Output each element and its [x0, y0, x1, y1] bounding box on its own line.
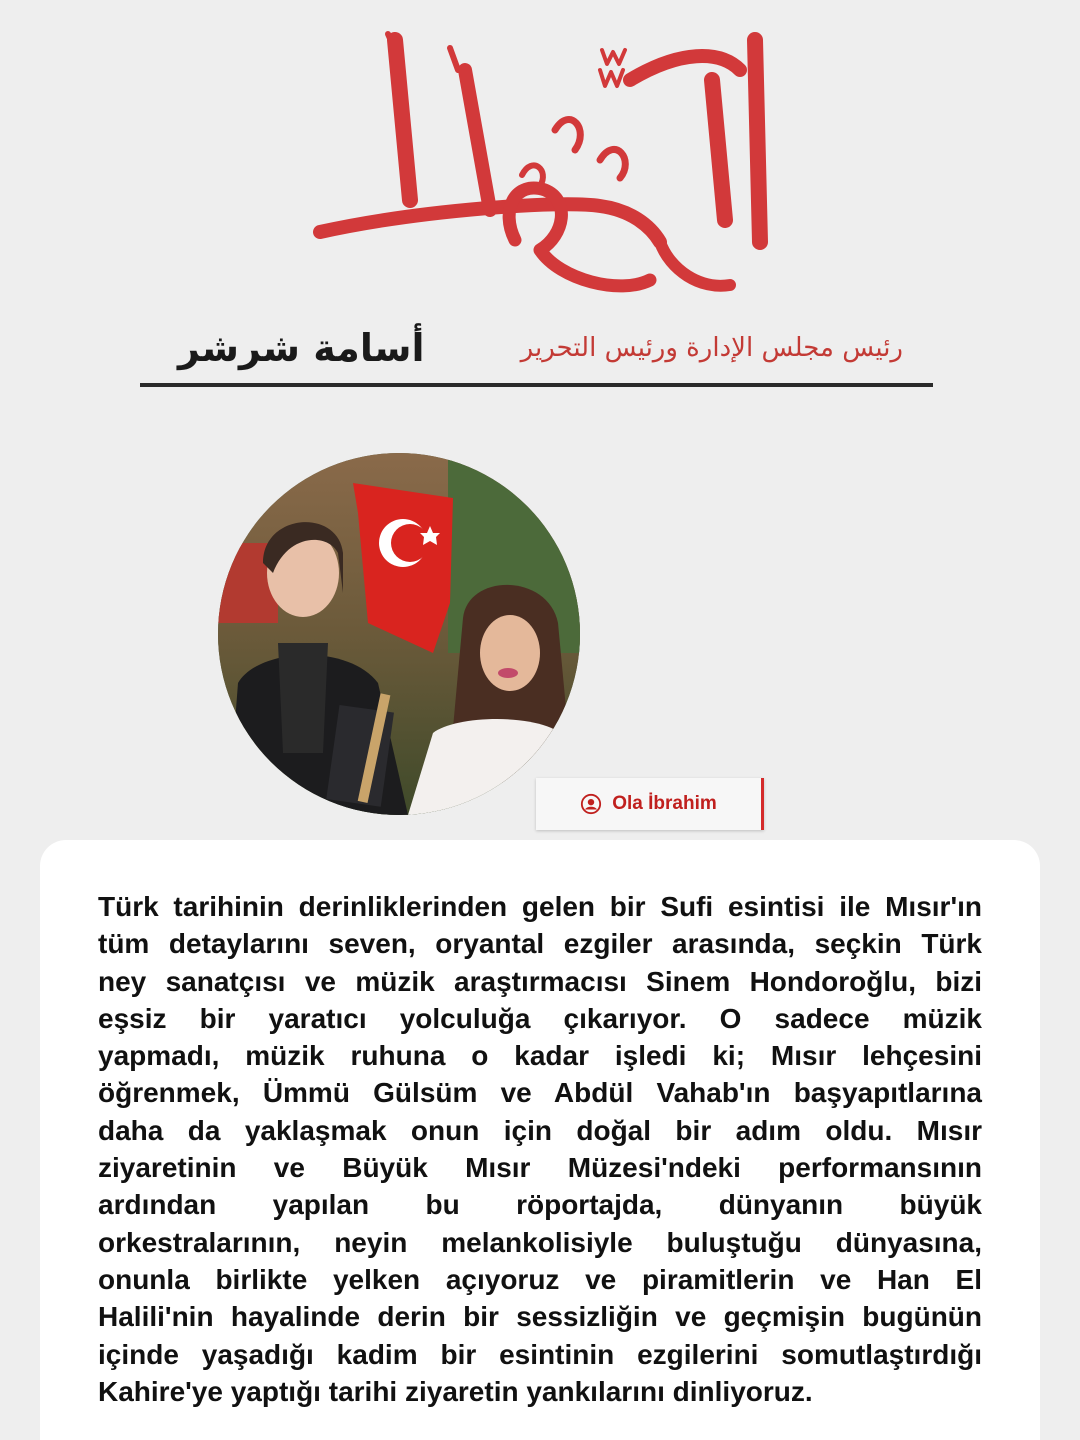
article-line: öğrenmek, Ümmü Gülsüm ve Abdül Vahab'ın başyapıtlarına [98, 1077, 982, 1109]
editor-line [140, 322, 933, 374]
newspaper-logo[interactable] [300, 10, 780, 310]
article-line: daha da yaklaşmak onun için doğal bir adım oldu. Mısır [98, 1114, 982, 1146]
article-line: onunla birlikte yelken açıyoruz ve piramitlerin ve Han El [98, 1263, 982, 1295]
editor-role: رئيس مجلس الإدارة ورئيس التحرير [520, 333, 903, 363]
article-line: Türk tarihinin derinliklerinden gelen bir Sufi esintisi ile Mısır'ın [98, 891, 982, 922]
user-circle-icon [580, 793, 602, 815]
article-line: Kahire'ye yaptığı tarihi ziyaretin yankılarını dinliyoruz. [98, 1375, 813, 1407]
article-line: içinde yaşadığı kadim bir esintinin ezgilerini somutlaştırdığı [98, 1338, 982, 1370]
article-line: eşsiz bir yaratıcı yolculuğa çıkarıyor. O sadece müzik [98, 1002, 982, 1034]
author-name: Ola İbrahim [612, 793, 717, 814]
masthead-divider [140, 383, 933, 387]
logo-calligraphy [300, 10, 780, 310]
editor-name: أسامة شرشر [178, 326, 425, 370]
portrait-photo-illustration [218, 453, 580, 815]
article-photo [218, 453, 580, 815]
article-line: yapmadı, müzik ruhuna o kadar işledi ki; Mısır lehçesini [98, 1040, 982, 1072]
article-body [98, 888, 982, 1410]
article-line: tüm detaylarını seven, oryantal ezgiler arasında, seçkin Türk [98, 928, 982, 960]
article-line: orkestralarının, neyin melankolisiyle buluştuğu dünyasına, [98, 1226, 982, 1258]
article-line: Halili'nin hayalinde derin bir sessizliğin ve geçmişin bugünün [98, 1301, 982, 1333]
article-line: ardından yapılan bu röportajda, dünyanın büyük [98, 1189, 982, 1221]
author-badge[interactable] [536, 778, 764, 830]
masthead [0, 0, 1080, 400]
article-line: ziyaretinin ve Büyük Mısır Müzesi'ndeki performansının [98, 1152, 982, 1184]
article-line: ney sanatçısı ve müzik araştırmacısı Sinem Hondoroğlu, bizi [98, 965, 982, 997]
